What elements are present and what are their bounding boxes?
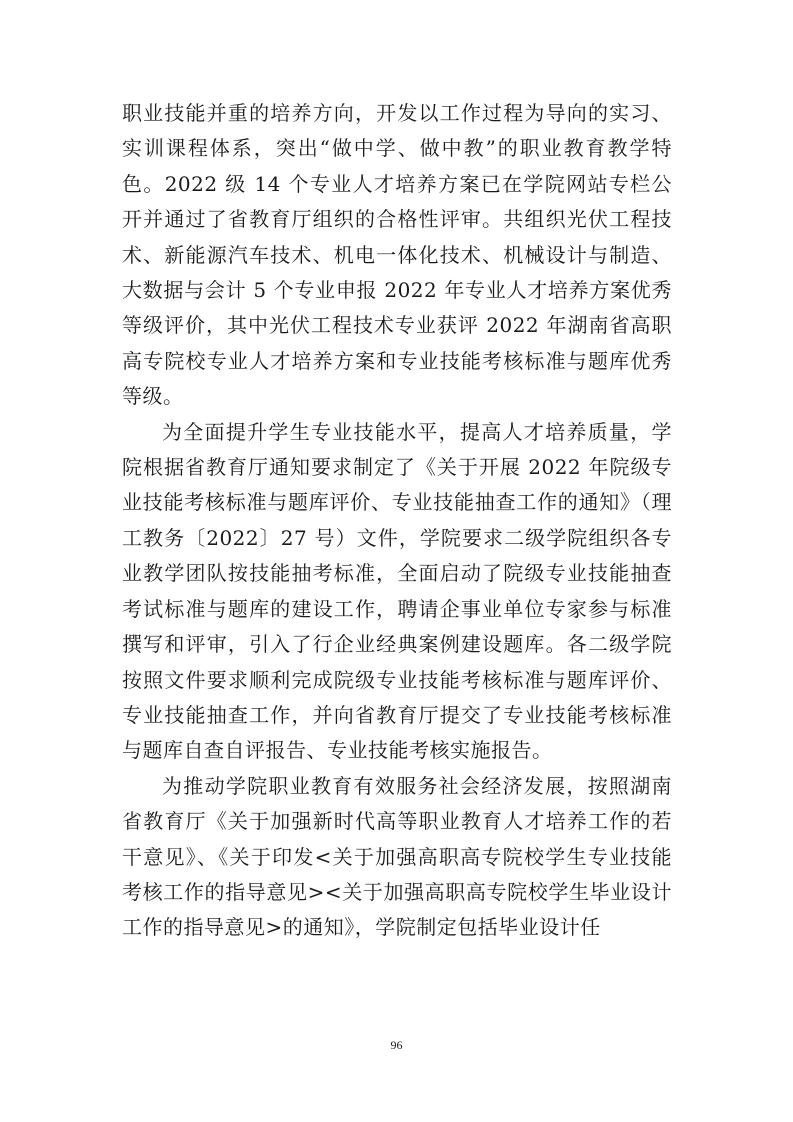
paragraph-1: 职业技能并重的培养方向，开发以工作过程为导向的实习、实训课程体系，突出“做中学、做中教”的职业教育教学特色。2022 级 14 个专业人才培养方案已在学院网站专栏公开并通过了省教育厅组织的合格性评审。共组织光伏工程技术、新能源汽车技术、机电一体化技术、机械设计与制造、大数据与会计 5 个专业申报 2022 年专业人才培养方案优秀等级评价，其中光伏工程技术专业获评 2022 年湖南省高职高专院校专业人才培养方案和专业技能考核标准与题库优秀等级。 bbox=[122, 101, 672, 409]
body-text bbox=[122, 96, 672, 946]
paragraph-2: 为全面提升学生专业技能水平，提高人才培养质量，学院根据省教育厅通知要求制定了《关于开展 2022 年院级专业技能考核标准与题库评价、专业技能抽查工作的通知》（理工教务〔2022〕27 号）文件，学院要求二级学院组织各专业教学团队按技能抽考标准，全面启动了院级专业技能抽查考试标准与题库的建设工作，聘请企事业单位专家参与标准撰写和评审，引入了行企业经典案例建设题库。各二级学院按照文件要求顺利完成院级专业技能考核标准与题库评价、专业技能抽查工作，并向省教育厅提交了专业技能考核标准与题库自查自评报告、专业技能考核实施报告。 bbox=[122, 419, 672, 763]
paragraph-3: 为推动学院职业教育有效服务社会经济发展，按照湖南省教育厅《关于加强新时代高等职业教育人才培养工作的若干意见》、《关于印发<关于加强高职高专院校学生专业技能考核工作的指导意见><关于加强高职高专院校学生毕业设计工作的指导意见>的通知》，学院制定包括毕业设计任 bbox=[122, 773, 672, 940]
page-number: 96 bbox=[390, 1038, 403, 1052]
